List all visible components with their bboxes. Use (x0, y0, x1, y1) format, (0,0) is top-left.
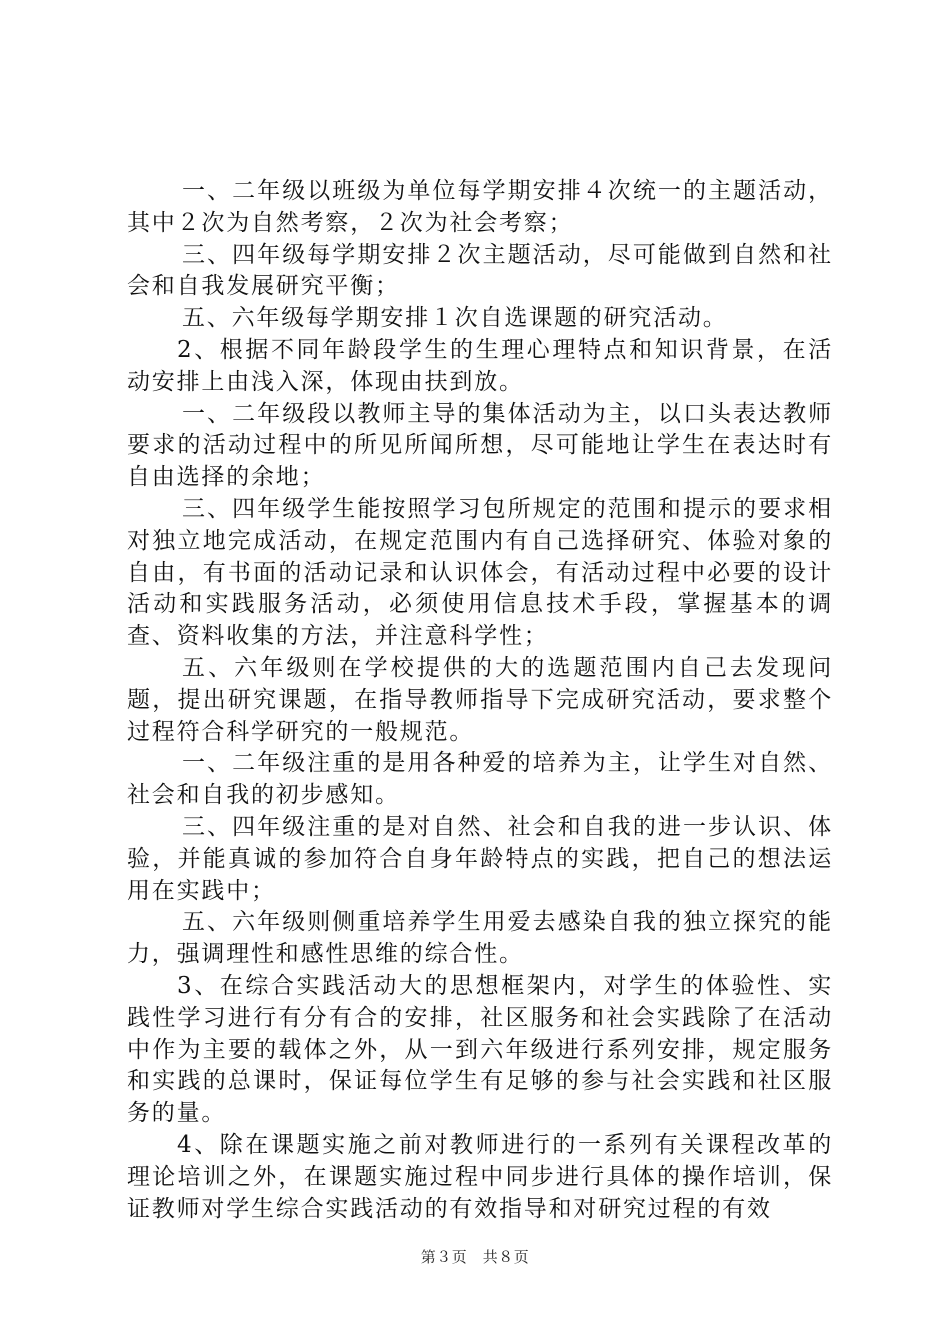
paragraph-point-4: 4、除在课题实施之前对教师进行的一系列有关课程改革的理论培训之外，在课题实施过程中同步进行具体的操作培训，保证教师对学生综合实践活动的有效指导和对研究过程的有效 (127, 1131, 833, 1222)
document-body (127, 176, 833, 1225)
paragraph-grade-3-4-focus: 三、四年级注重的是对自然、社会和自我的进一步认识、体验，并能真诚的参加符合自身年龄特点的实践，把自己的想法运用在实践中； (127, 813, 833, 904)
paragraph-grade-1-2-arrangement: 一、二年级以班级为单位每学期安排４次统一的主题活动，其中２次为自然考察，２次为社会考察； (127, 178, 833, 236)
paragraph-grade-5-6-activity: 五、六年级则在学校提供的大的选题范围内自己去发现问题，提出研究课题，在指导教师指导下完成研究活动，要求整个过程符合科学研究的一般规范。 (127, 654, 833, 745)
paragraph-point-2: 2、根据不同年龄段学生的生理心理特点和知识背景，在活动安排上由浅入深，体现由扶到放。 (127, 336, 833, 395)
paragraph-point-3: 3、在综合实践活动大的思想框架内，对学生的体验性、实践性学习进行有分有合的安排，社区服务和社会实践除了在活动中作为主要的载体之外，从一到六年级进行系列安排，规定服务和实践的总课时，保证每位学生有足够的参与社会实践和社区服务的量。 (127, 972, 833, 1127)
paragraph-grade-1-2-focus: 一、二年级注重的是用各种爱的培养为主，让学生对自然、社会和自我的初步感知。 (127, 750, 833, 809)
paragraph-grade-5-6-arrangement: 五、六年级每学期安排１次自选课题的研究活动。 (182, 305, 728, 332)
paragraph-grade-5-6-focus: 五、六年级则侧重培养学生用爱去感染自我的独立探究的能力，强调理性和感性思维的综合性。 (127, 909, 833, 968)
paragraph-grade-1-2-activity: 一、二年级段以教师主导的集体活动为主，以口头表达教师要求的活动过程中的所见所闻所想，尽可能地让学生在表达时有自由选择的余地； (127, 400, 833, 491)
page-number-footer: 第３页 共８页 (420, 1248, 530, 1266)
paragraph-grade-3-4-arrangement: 三、四年级每学期安排２次主题活动，尽可能做到自然和社会和自我发展研究平衡； (127, 241, 833, 300)
paragraph-grade-3-4-activity: 三、四年级学生能按照学习包所规定的范围和提示的要求相对独立地完成活动，在规定范围内有自己选择研究、体验对象的自由，有书面的活动记录和认识体会，有活动过程中必要的设计活动和实践服务活动，必须使用信息技术手段，掌握基本的调查、资料收集的方法，并注意科学性； (127, 495, 833, 650)
